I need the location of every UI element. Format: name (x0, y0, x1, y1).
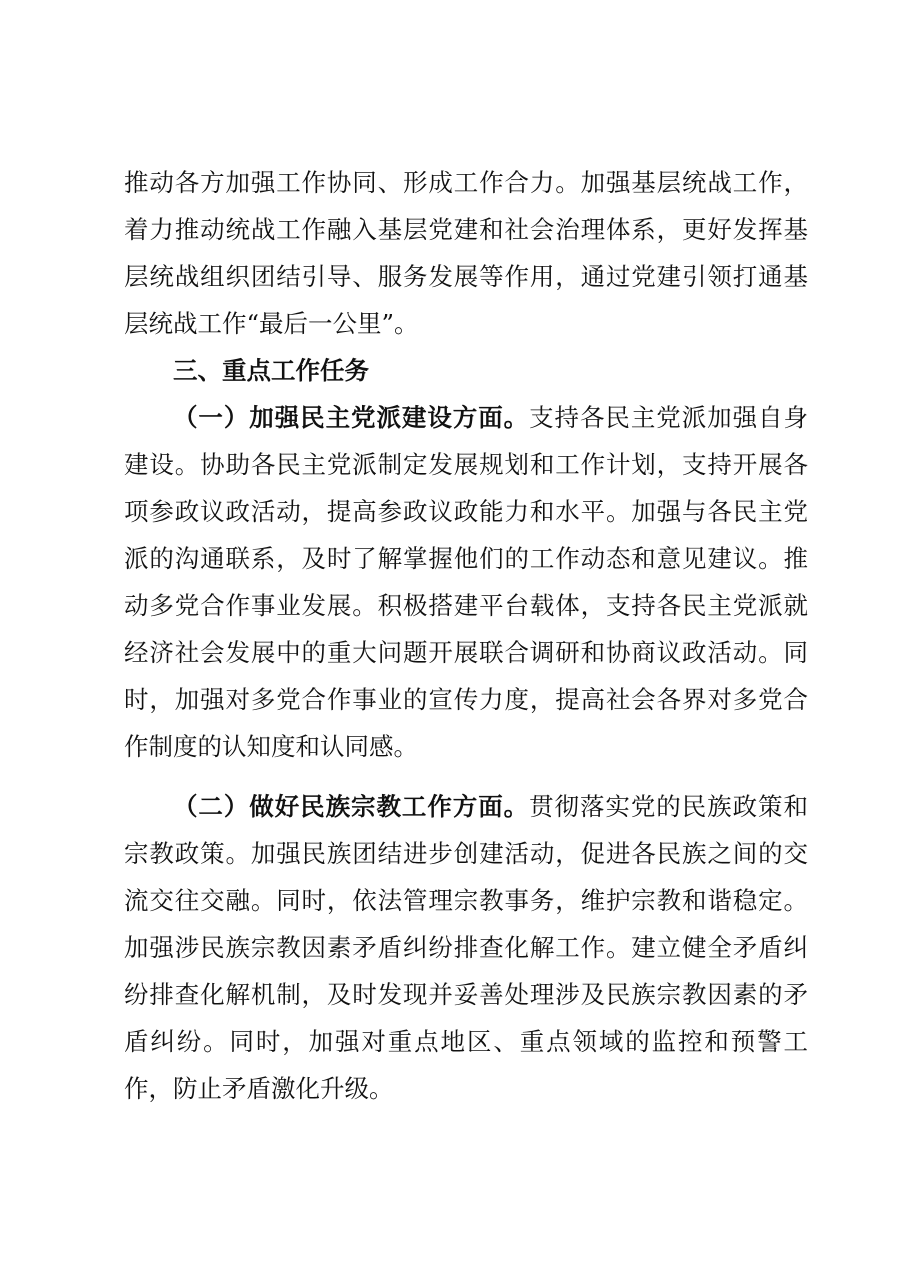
section-heading: 三、重点工作任务 (173, 356, 369, 385)
item-2-paragraph (124, 783, 808, 1112)
item-1-body: 支持各民主党派加强自身建设。协助各民主党派制定发展规划和工作计划，支持开展各项参政议政活动，提高参政议政能力和水平。加强与各民主党派的沟通联系，及时了解掌握他们的工作动态和意见建议。推动多党合作事业发展。积极搭建平台载体，支持各民主党派就经济社会发展中的重大问题开展联合调研和协商议政活动。同时，加强对多党合作事业的宣传力度，提高社会各界对多党合作制度的认知度和认同感。 (124, 403, 808, 761)
paragraph-continuation: 推动各方加强工作协同、形成工作合力。加强基层统战工作，着力推动统战工作融入基层党建和社会治理体系，更好发挥基层统战组织团结引导、服务发展等作用，通过党建引领打通基层统战工作“最后一公里”。 (124, 168, 808, 338)
document-body (124, 159, 808, 1112)
item-1-lead: （一）加强民主党派建设方面。 (173, 403, 530, 432)
item-1-paragraph (124, 394, 808, 770)
item-2-body: 贯彻落实党的民族政策和宗教政策。加强民族团结进步创建活动，促进各民族之间的交流交往交融。同时，依法管理宗教事务，维护宗教和谐稳定。加强涉民族宗教因素矛盾纠纷排查化解工作。建立健全矛盾纠纷排查化解机制，及时发现并妥善处理涉及民族宗教因素的矛盾纠纷。同时，加强对重点地区、重点领域的监控和预警工作，防止矛盾激化升级。 (124, 792, 808, 1103)
item-2-lead: （二）做好民族宗教工作方面。 (173, 792, 530, 821)
